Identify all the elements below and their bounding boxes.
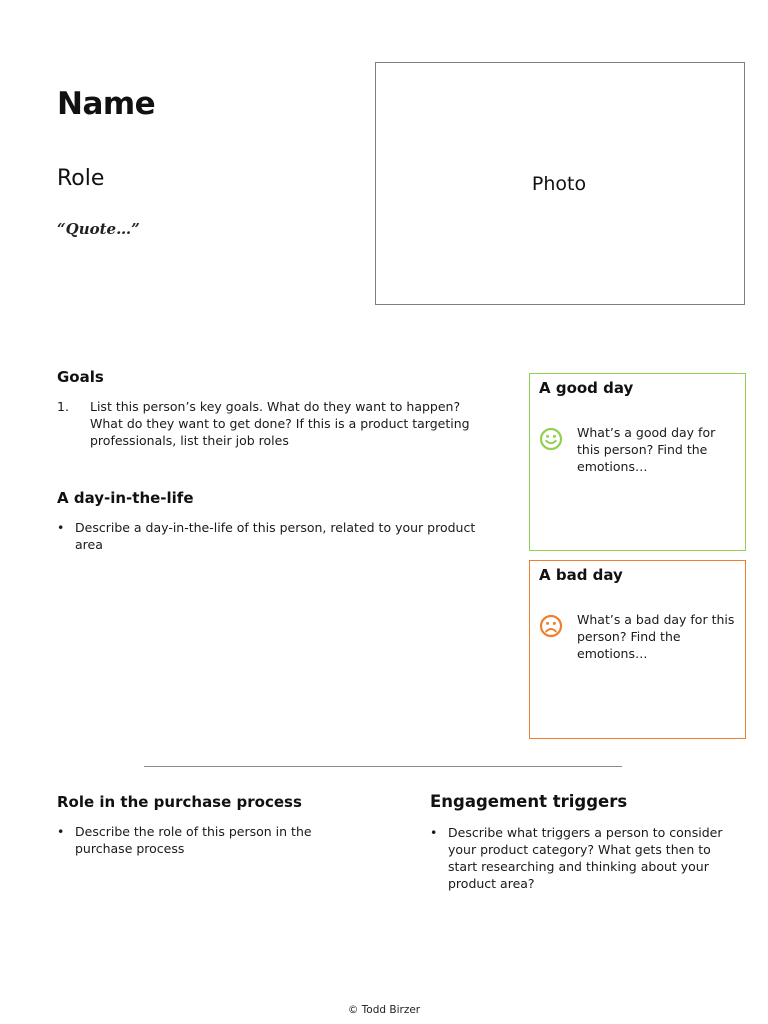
list-item [57, 398, 487, 449]
engagement-triggers-text: Describe what triggers a person to consider your product category? What gets then to start researching and thinking about your product area? [448, 825, 723, 891]
bad-day-box [529, 560, 746, 739]
frowning-face-icon [539, 614, 563, 638]
day-in-life-text: Describe a day-in-the-life of this person, related to your product area [75, 520, 476, 552]
good-day-text: What’s a good day for this person? Find the emotions… [577, 425, 716, 474]
engagement-triggers-list [430, 824, 730, 892]
bad-day-text: What’s a bad day for this person? Find the emotions… [577, 612, 735, 661]
day-in-life-list [57, 519, 477, 553]
bad-day-title: A bad day [539, 566, 623, 584]
photo-label: Photo [531, 172, 587, 195]
engagement-triggers-heading: Engagement triggers [430, 792, 628, 811]
list-item [57, 519, 477, 553]
bullet-glyph: • [57, 824, 65, 839]
copyright-footer: © Todd Birzer [347, 1004, 421, 1016]
purchase-role-text: Describe the role of this person in the purchase process [75, 824, 312, 856]
section-divider [144, 766, 622, 767]
list-item [57, 823, 357, 857]
smiley-face-icon [539, 427, 563, 451]
purchase-role-list [57, 823, 357, 857]
day-in-life-heading: A day-in-the-life [57, 489, 194, 507]
purchase-role-heading: Role in the purchase process [57, 793, 302, 811]
list-item [430, 824, 730, 892]
goals-heading: Goals [57, 368, 104, 386]
bullet-glyph: • [57, 520, 65, 535]
good-day-title: A good day [539, 379, 634, 397]
bullet-glyph: • [430, 825, 438, 840]
good-day-box [529, 373, 746, 551]
persona-role: Role [57, 166, 105, 191]
goals-text: List this person’s key goals. What do they want to happen? What do they want to get done? If this is a product targeting professionals, list their job roles [90, 399, 470, 448]
photo-placeholder [375, 62, 745, 305]
persona-name: Name [57, 86, 156, 122]
list-number: 1. [57, 399, 69, 414]
persona-quote: “Quote…” [57, 220, 140, 238]
goals-list [57, 398, 487, 449]
